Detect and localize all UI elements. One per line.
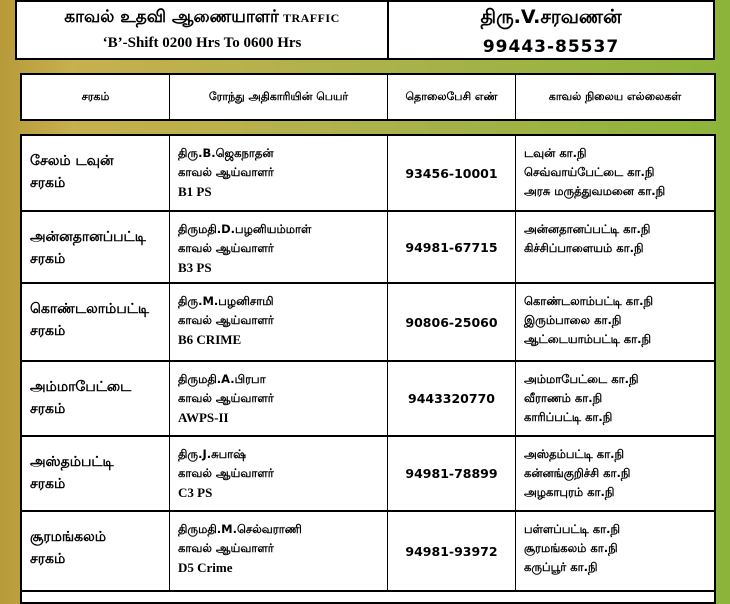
circle-name-line: சரகம் [30,401,66,417]
officer-name: திரு.B.ஜெகநாதன் [178,146,274,160]
circle-name-line: சரகம் [30,175,66,191]
limits-cell [516,136,714,210]
circle-name-line: அன்னதானப்பட்டி [30,229,146,245]
circle-name-line: சரகம் [30,251,66,267]
column-header-circle: சரகம் [22,75,170,119]
circle-name-line: சரகம் [30,476,66,492]
limits-cell [516,212,714,282]
phone-cell: 9443320770 [388,362,516,435]
patrol-table [20,134,716,604]
phone-cell: 94981-67715 [388,212,516,282]
table-row [22,136,714,212]
officer-title: காவல் ஆய்வாளர் [178,466,274,480]
phone-cell: 93456-10001 [388,136,516,210]
phone-cell: 94981-78899 [388,437,516,510]
officer-name: திருமதி.A.பிரபா [178,372,266,386]
header-officer-phone: 99443-85537 [482,37,620,57]
table-row [22,284,714,362]
table-row [22,437,714,512]
station-limit-item: கிச்சிப்பாளையம் கா.நி [524,241,644,255]
station-limit-item: கன்னங்குறிச்சி கா.நி [524,466,631,480]
officer-name: திருமதி.D.பழனியம்மாள் [178,222,312,236]
officer-unit: B3 PS [178,260,212,275]
officer-cell [170,437,388,510]
circle-name-line: அம்மாபேட்டை [30,379,132,395]
limits-cell [516,512,714,590]
circle-cell [22,512,170,590]
station-limit-item: இரும்பாலை கா.நி [524,313,622,327]
circle-cell [22,212,170,282]
station-limit-item: அரசு மருத்துவமனை கா.நி [524,184,666,198]
phone-cell: 90806-25060 [388,284,516,360]
station-limit-item: வீராணம் கா.நி [524,391,603,405]
column-header-phone: தொலைபேசி எண் [388,75,516,119]
limits-cell [516,362,714,435]
header-panel [15,0,715,60]
station-limit-item: அழகாபுரம் கா.நி [524,485,615,499]
officer-title: காவல் ஆய்வாளர் [178,313,274,327]
station-limit-item: பள்ளப்பட்டி கா.நி [524,522,620,536]
header-officer-block [389,2,713,58]
limits-cell [516,437,714,510]
header-title-english: TRAFFIC [282,11,340,25]
circle-name-line: சரகம் [30,323,66,339]
header-title-tamil: காவல் உதவி ஆணையாளர் [64,7,279,27]
officer-title: காவல் ஆய்வாளர் [178,541,274,555]
circle-cell [22,284,170,360]
officer-title: காவல் ஆய்வாளர் [178,165,274,179]
officer-title: காவல் ஆய்வாளர் [178,391,274,405]
header-officer-name: திரு.V.சரவணன் [480,6,622,28]
officer-name: திரு.M.பழனிசாமி [178,294,274,308]
officer-name: திருமதி.M.செல்வராணி [178,522,302,536]
officer-cell [170,512,388,590]
table-row [22,212,714,284]
officer-unit: AWPS-II [178,410,229,425]
station-limit-item: அன்னதானப்பட்டி கா.நி [524,222,651,236]
circle-name-line: அஸ்தம்பட்டி [30,454,114,470]
table-row [22,512,714,592]
station-limit-item: கொண்டலாம்பட்டி கா.நி [524,294,654,308]
circle-cell [22,437,170,510]
officer-cell [170,362,388,435]
circle-name-line: கொண்டலாம்பட்டி [30,301,150,317]
station-limit-item: செவ்வாய்பேட்டை கா.நி [524,165,655,179]
shift-timing: ‘B’-Shift 0200 Hrs To 0600 Hrs [102,35,302,51]
column-header-officer: ரோந்து அதிகாரியின் பெயர் [170,75,388,119]
header-title-block [17,2,389,58]
phone-cell: 94981-93972 [388,512,516,590]
header-title [17,7,387,29]
station-limit-item: காரிப்பட்டி கா.நி [524,410,613,424]
station-limit-item: ஆட்டையாம்பட்டி கா.நி [524,332,651,346]
officer-title: காவல் ஆய்வாளர் [178,241,274,255]
circle-cell [22,362,170,435]
officer-cell [170,136,388,210]
station-limit-item: சூரமங்கலம் கா.நி [524,541,618,555]
officer-cell [170,284,388,360]
officer-cell [170,212,388,282]
station-limit-item: டவுன் கா.நி [524,146,587,160]
station-limit-item: அம்மாபேட்டை கா.நி [524,372,639,386]
circle-name-line: சூரமங்கலம் [30,529,107,545]
column-header-limits: காவல் நிலைய எல்லைகள் [548,89,682,103]
officer-unit: B1 PS [178,184,212,199]
limits-cell [516,284,714,360]
circle-cell [22,136,170,210]
station-limit-item: கருப்பூர் கா.நி [524,560,598,574]
circle-name-line: சேலம் டவுன் [30,153,114,169]
officer-unit: B6 CRIME [178,332,242,347]
column-header-row [20,73,716,121]
circle-name-line: சரகம் [30,551,66,567]
officer-name: திரு.J.சுபாஷ் [178,447,247,461]
station-limit-item: அஸ்தம்பட்டி கா.நி [524,447,625,461]
table-row [22,362,714,437]
officer-unit: D5 Crime [178,560,233,575]
officer-unit: C3 PS [178,485,213,500]
